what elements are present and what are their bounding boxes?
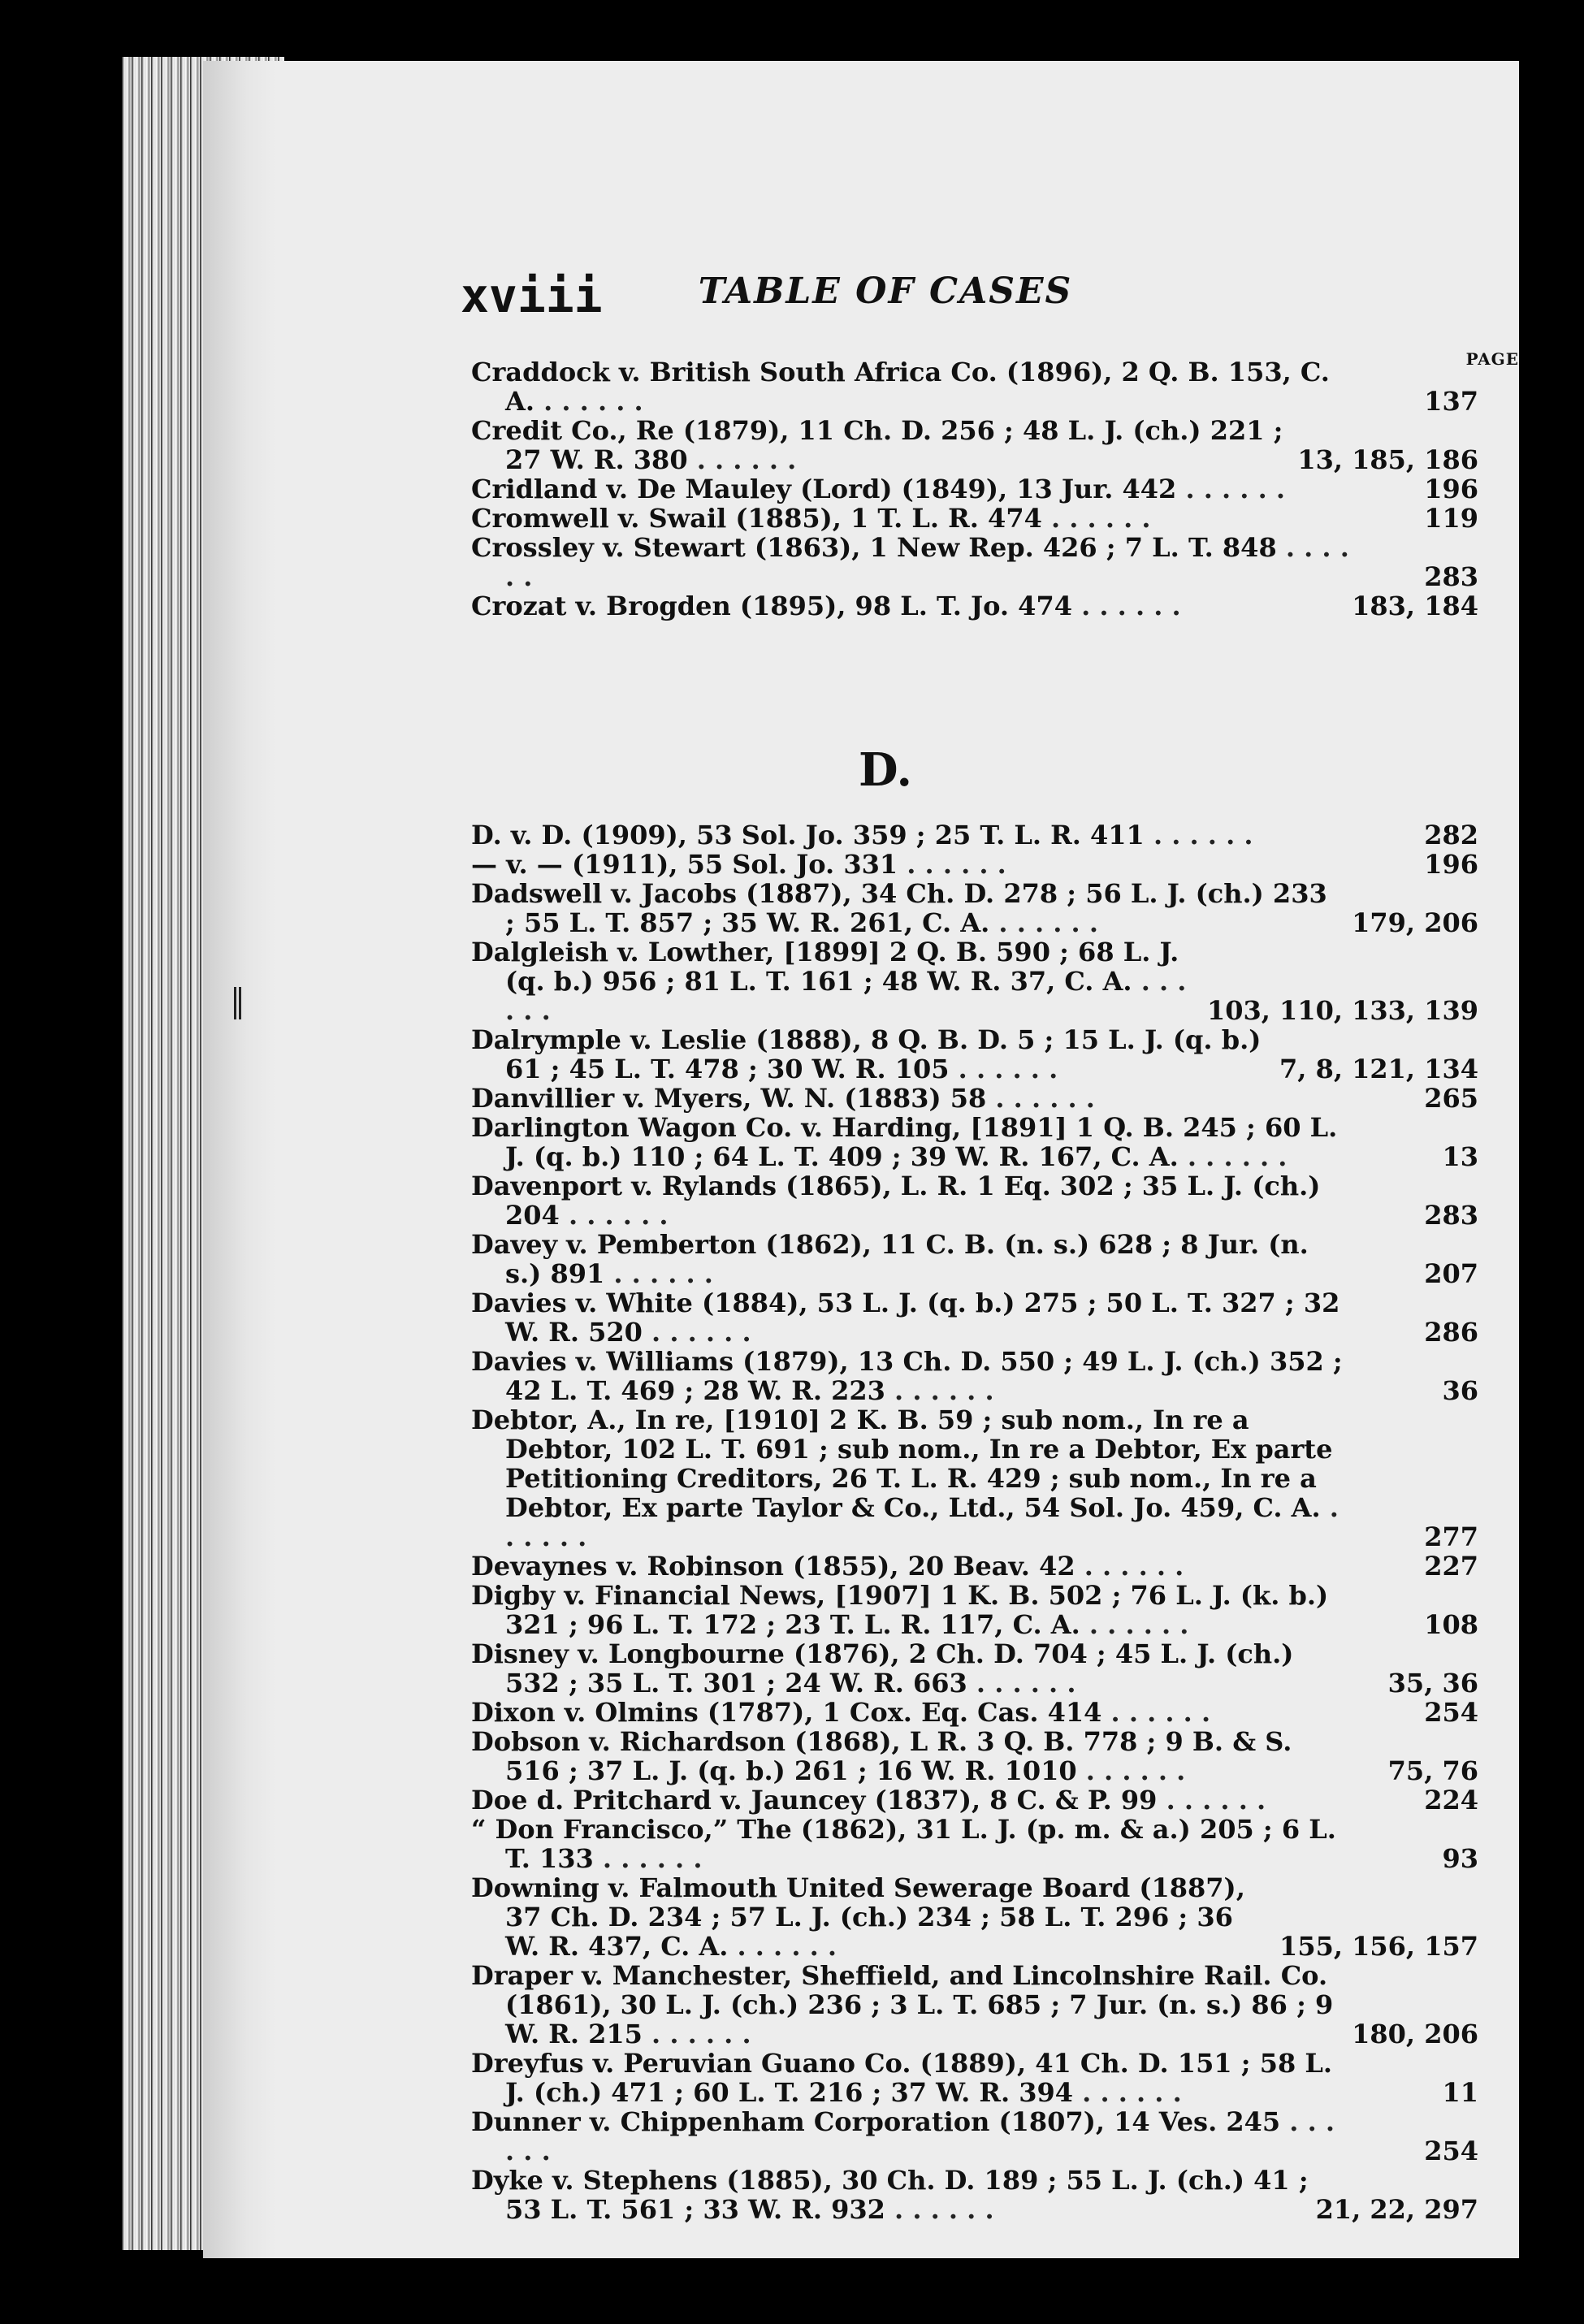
case-entry xyxy=(471,1113,1478,1171)
case-citation: Credit Co., Re (1879), 11 Ch. D. 256 ; 48 L. J. (ch.) 221 ; 27 W. R. 380 . . . xyxy=(471,416,1291,474)
case-entry xyxy=(471,416,1478,474)
case-pages: 93 xyxy=(1442,1843,1478,1874)
case-entry xyxy=(471,1698,1478,1727)
case-pages: 196 xyxy=(1424,474,1478,504)
case-entry xyxy=(471,2107,1478,2166)
case-entry xyxy=(471,879,1478,937)
case-pages: 119 xyxy=(1424,503,1478,534)
case-citation: Debtor, A., In re, [1910] 2 K. B. 59 ; sub nom., In re a Debtor, 102 L. T. 691 ; sub nom., In re a Debtor, Ex parte Petitioning Creditors, 26 T. L. R. 429 ; sub nom., In re a Debtor, Ex parte Taylor & Co., Ltd., 54 Sol. Jo. 459, C. A. . . . xyxy=(471,1405,1350,1551)
case-entry xyxy=(471,850,1478,879)
case-pages: 35, 36 xyxy=(1387,1668,1478,1699)
case-pages: 183, 184 xyxy=(1352,591,1478,621)
case-entry xyxy=(471,1230,1478,1288)
case-pages: 13, 185, 186 xyxy=(1297,444,1478,475)
case-citation: Dreyfus v. Peruvian Guano Co. (1889), 41 Ch. D. 151 ; 58 L. J. (ch.) 471 ; 60 L. T. 216 ; 37 W. R. 394 . . . xyxy=(471,2049,1350,2107)
case-pages: 75, 76 xyxy=(1387,1755,1478,1786)
case-citation: Devaynes v. Robinson (1855), 20 Beav. 42 . . . xyxy=(471,1551,1350,1581)
case-citation: Downing v. Falmouth United Sewerage Board (1887), 37 Ch. D. 234 ; 57 L. J. (ch.) 234 ; 58 L. T. 296 ; 36 W. R. 437, C. A. . . . xyxy=(471,1873,1273,1961)
case-citation: Darlington Wagon Co. v. Harding, [1891] 1 Q. B. 245 ; 60 L. J. (q. b.) 110 ; 64 L. T. 409 ; 39 W. R. 167, C. A. . . . xyxy=(471,1113,1350,1171)
case-pages: 277 xyxy=(1424,1521,1478,1552)
case-citation: Draper v. Manchester, Sheffield, and Lincolnshire Rail. Co. (1861), 30 L. J. (ch.) 236 ; 3 L. T. 685 ; 7 Jur. (n. s.) 86 ; 9 W. R. 215 . . . xyxy=(471,1961,1345,2049)
case-entry xyxy=(471,533,1478,591)
case-citation: Dixon v. Olmins (1787), 1 Cox. Eq. Cas. 414 . . . xyxy=(471,1698,1350,1727)
case-entry xyxy=(471,1025,1478,1084)
case-citation: Cromwell v. Swail (1885), 1 T. L. R. 474 . . . xyxy=(471,504,1350,533)
case-pages: 265 xyxy=(1424,1083,1478,1114)
case-entry xyxy=(471,474,1478,504)
case-entry xyxy=(471,1873,1478,1961)
case-entry xyxy=(471,1405,1478,1551)
page-folio: xviii xyxy=(461,268,603,323)
case-citation: Dobson v. Richardson (1868), L R. 3 Q. B. 778 ; 9 B. & S. 516 ; 37 L. J. (q. b.) 261 ; 16 W. R. 1010 . . . xyxy=(471,1727,1350,1785)
page-column-label: PAGE xyxy=(1465,349,1519,369)
case-pages: 36 xyxy=(1442,1375,1478,1406)
case-pages: 179, 206 xyxy=(1352,907,1478,938)
case-entry xyxy=(471,937,1478,1025)
case-list-d xyxy=(471,820,1478,2224)
case-pages: 155, 156, 157 xyxy=(1279,1931,1478,1962)
case-pages: 227 xyxy=(1424,1551,1478,1582)
case-citation: D. v. D. (1909), 53 Sol. Jo. 359 ; 25 T. L. R. 411 . . . xyxy=(471,820,1350,850)
case-pages: 137 xyxy=(1424,386,1478,417)
case-citation: Davies v. White (1884), 53 L. J. (q. b.) 275 ; 50 L. T. 327 ; 32 W. R. 520 . . . xyxy=(471,1288,1350,1347)
case-citation: — v. — (1911), 55 Sol. Jo. 331 . . . xyxy=(471,850,1350,879)
case-pages: 196 xyxy=(1424,849,1478,880)
case-citation: “ Don Francisco,” The (1862), 31 L. J. (p. m. & a.) 205 ; 6 L. T. 133 . . . xyxy=(471,1815,1350,1873)
case-pages: 207 xyxy=(1424,1258,1478,1289)
case-entry xyxy=(471,820,1478,850)
case-entry xyxy=(471,2166,1478,2224)
case-entry xyxy=(471,504,1478,533)
case-pages: 21, 22, 297 xyxy=(1315,2194,1478,2225)
case-entry xyxy=(471,1084,1478,1113)
case-citation: Dyke v. Stephens (1885), 30 Ch. D. 189 ; 55 L. J. (ch.) 41 ; 53 L. T. 561 ; 33 W. R. 932 . . . xyxy=(471,2166,1309,2224)
case-entry xyxy=(471,591,1478,621)
case-citation: Dunner v. Chippenham Corporation (1807), 14 Ves. 245 . . . xyxy=(471,2107,1350,2166)
case-pages: 283 xyxy=(1424,561,1478,592)
section-letter-heading: D. xyxy=(858,743,913,797)
case-pages: 282 xyxy=(1424,820,1478,850)
case-citation: Crozat v. Brogden (1895), 98 L. T. Jo. 474 . . . xyxy=(471,591,1345,621)
case-citation: Davenport v. Rylands (1865), L. R. 1 Eq. 302 ; 35 L. J. (ch.) 204 . . . xyxy=(471,1171,1350,1230)
case-citation: Disney v. Longbourne (1876), 2 Ch. D. 704 ; 45 L. J. (ch.) 532 ; 35 L. T. 301 ; 24 W. R. 663 . . . xyxy=(471,1639,1350,1698)
case-pages: 224 xyxy=(1424,1785,1478,1815)
binding-mark xyxy=(234,987,249,1019)
case-citation: Dalrymple v. Leslie (1888), 8 Q. B. D. 5 ; 15 L. J. (q. b.) 61 ; 45 L. T. 478 ; 30 W. R. 105 . . . xyxy=(471,1025,1273,1084)
book-page xyxy=(203,61,1519,2258)
case-pages: 13 xyxy=(1442,1141,1478,1172)
case-pages: 103, 110, 133, 139 xyxy=(1206,995,1478,1026)
case-entry xyxy=(471,1171,1478,1230)
case-citation: Cridland v. De Mauley (Lord) (1849), 13 Jur. 442 . . . xyxy=(471,474,1350,504)
case-pages: 283 xyxy=(1424,1200,1478,1231)
case-citation: Craddock v. British South Africa Co. (1896), 2 Q. B. 153, C. A. . . . xyxy=(471,357,1350,416)
case-pages: 7, 8, 121, 134 xyxy=(1279,1054,1478,1084)
case-pages: 108 xyxy=(1424,1609,1478,1640)
case-pages: 254 xyxy=(1424,2136,1478,2166)
running-title: TABLE OF CASES xyxy=(698,270,1073,312)
case-citation: Danvillier v. Myers, W. N. (1883) 58 . . . xyxy=(471,1084,1350,1113)
case-entry xyxy=(471,1639,1478,1698)
case-entry xyxy=(471,1727,1478,1785)
case-pages: 180, 206 xyxy=(1352,2019,1478,2049)
case-citation: Crossley v. Stewart (1863), 1 New Rep. 426 ; 7 L. T. 848 . . . xyxy=(471,533,1350,591)
case-entry xyxy=(471,1961,1478,2049)
case-entry xyxy=(471,1551,1478,1581)
case-citation: Doe d. Pritchard v. Jauncey (1837), 8 C. & P. 99 . . . xyxy=(471,1785,1350,1815)
case-entry xyxy=(471,357,1478,416)
case-entry xyxy=(471,1815,1478,1873)
case-citation: Dadswell v. Jacobs (1887), 34 Ch. D. 278 ; 56 L. J. (ch.) 233 ; 55 L. T. 857 ; 35 W. R. 261, C. A. . . . xyxy=(471,879,1345,937)
case-citation: Digby v. Financial News, [1907] 1 K. B. 502 ; 76 L. J. (k. b.) 321 ; 96 L. T. 172 ; 23 T. L. R. 117, C. A. . . . xyxy=(471,1581,1350,1639)
case-entry xyxy=(471,1581,1478,1639)
case-pages: 11 xyxy=(1442,2077,1478,2108)
case-entry xyxy=(471,1785,1478,1815)
case-entry xyxy=(471,2049,1478,2107)
case-citation: Davey v. Pemberton (1862), 11 C. B. (n. s.) 628 ; 8 Jur. (n. s.) 891 . . . xyxy=(471,1230,1350,1288)
case-pages: 286 xyxy=(1424,1317,1478,1348)
case-citation: Dalgleish v. Lowther, [1899] 2 Q. B. 590 ; 68 L. J. (q. b.) 956 ; 81 L. T. 161 ; 48 W. R. 37, C. A. . . . xyxy=(471,937,1201,1025)
case-citation: Davies v. Williams (1879), 13 Ch. D. 550 ; 49 L. J. (ch.) 352 ; 42 L. T. 469 ; 28 W. R. 223 . . . xyxy=(471,1347,1350,1405)
case-entry xyxy=(471,1347,1478,1405)
case-pages: 254 xyxy=(1424,1697,1478,1728)
case-list-c xyxy=(471,357,1478,621)
page-gutter xyxy=(203,61,276,2258)
case-entry xyxy=(471,1288,1478,1347)
